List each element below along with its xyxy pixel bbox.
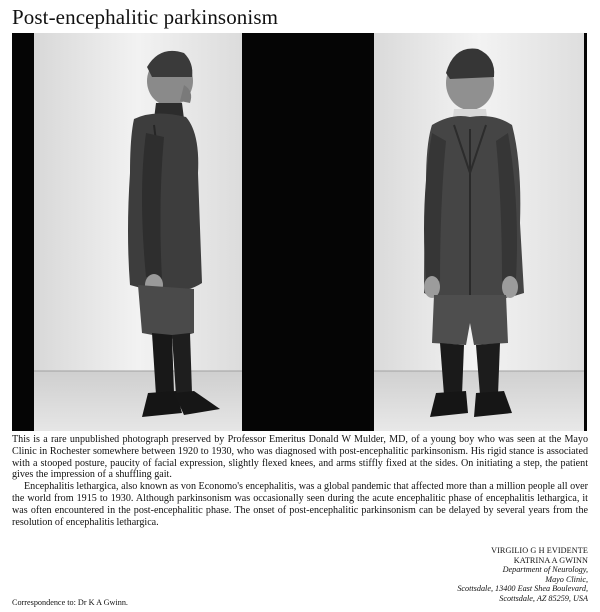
caption-paragraph-2: Encephalitis lethargica, also known as von Economo's encephalitis, was a global pandemic that affected more than a million people all over the world from 1915 to 1930. Although parkinsonism was occasionally seen during the acute encephalitic phase of encephalitis lethargica, it was often encountered in the post-encephalitic phase. The onset of post-encephalitic parkinsonism can be delayed by several years from the resolution of encephalitis lethargica. — [12, 481, 588, 528]
boy-side-view-photo — [34, 33, 242, 431]
author-institution: Mayo Clinic, — [545, 574, 588, 584]
author-name: KATRINA A GWINN — [513, 555, 588, 565]
boy-front-view-photo — [374, 33, 584, 431]
author-department: Department of Neurology, — [502, 565, 588, 575]
photograph-panel — [12, 33, 587, 431]
author-name: VIRGILIO G H EVIDENTE — [491, 546, 588, 555]
figure-caption — [12, 434, 588, 528]
author-signature — [328, 546, 588, 604]
article-title: Post-encephalitic parkinsonism — [12, 5, 279, 29]
author-street: Scottsdale, 13400 East Shea Boulevard, — [457, 584, 588, 594]
correspondence-note: Correspondence to: Dr K A Gwinn. — [12, 598, 128, 607]
caption-paragraph-1: This is a rare unpublished photograph preserved by Professor Emeritus Donald W Mulder, MD, of a young boy who was seen at the Mayo Clinic in Rochester somewhere between 1920 to 1930, who was diagnosed with post-encephalitic parkinsonism. His rigid stance is associated with a stooped posture, paucity of facial expression, slightly flexed knees, and arms stiffly fixed at the sides. On initiating a step, the patient gives the impression of a shuffling gait. — [12, 434, 588, 481]
author-city: Scottsdale, AZ 85259, USA — [499, 593, 588, 603]
